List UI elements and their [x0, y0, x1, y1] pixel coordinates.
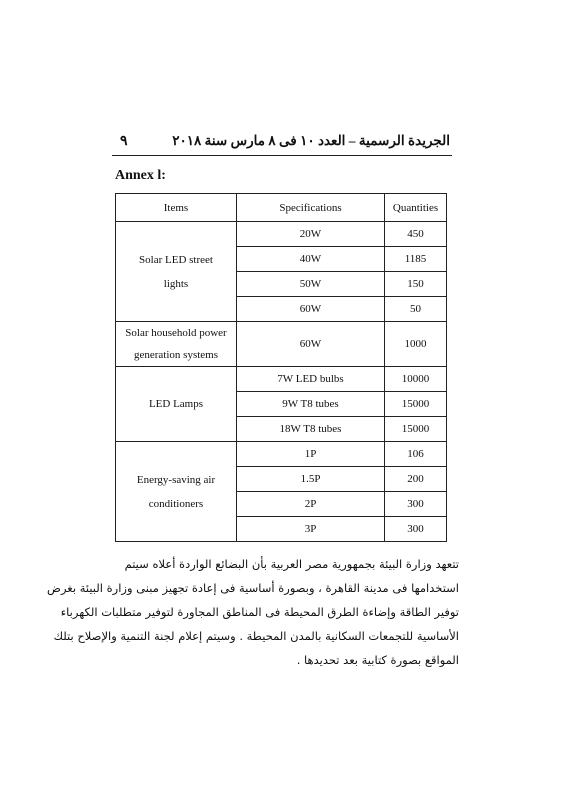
- quantity-cell: 15000: [385, 392, 447, 417]
- quantity-cell: 50: [385, 297, 447, 322]
- quantity-cell: 300: [385, 492, 447, 517]
- spec-cell: 20W: [237, 222, 385, 247]
- item-cell: [116, 442, 237, 542]
- spec-cell: 18W T8 tubes: [237, 417, 385, 442]
- quantity-cell: 1185: [385, 247, 447, 272]
- spec-cell: 1P: [237, 442, 385, 467]
- item-name-line: Energy-saving air: [136, 473, 216, 486]
- body-line: الأساسية للتجمعات السكانية بالمدن المحيطة . وسيتم إعلام لجنة التنمية والإصلاح بتلك: [53, 629, 459, 643]
- item-name-line: Solar household power: [125, 327, 227, 339]
- body-line: استخدامها فى مدينة القاهرة ، وبصورة أساسية فى إعادة تجهيز مبنى وزارة البيئة بغرض: [47, 581, 459, 595]
- quantity-cell: 200: [385, 467, 447, 492]
- specifications-table: [115, 193, 447, 542]
- item-cell: [116, 222, 237, 322]
- spec-cell: 60W: [237, 297, 385, 322]
- spec-cell: 50W: [237, 272, 385, 297]
- item-name-line: conditioners: [148, 497, 204, 510]
- quantity-cell: 106: [385, 442, 447, 467]
- item-name-line: generation systems: [133, 349, 218, 361]
- quantity-cell: 150: [385, 272, 447, 297]
- quantity-cell: 10000: [385, 367, 447, 392]
- table-row: [116, 222, 447, 247]
- header-quantities: Quantities: [385, 194, 447, 222]
- spec-cell: 1.5P: [237, 467, 385, 492]
- table-header-row: [116, 194, 447, 222]
- item-name-line: LED Lamps: [148, 398, 204, 410]
- header-specifications: Specifications: [237, 194, 385, 222]
- table-row: [116, 322, 447, 367]
- quantity-cell: 1000: [385, 322, 447, 367]
- spec-cell: 7W LED bulbs: [237, 367, 385, 392]
- quantity-cell: 15000: [385, 417, 447, 442]
- page-header: [112, 133, 452, 156]
- table-row: [116, 367, 447, 392]
- gazette-header-title: الجريدة الرسمية – العدد ١٠ فى ٨ مارس سنة ٢٠١٨: [172, 133, 450, 148]
- item-name-line: Solar LED street: [139, 253, 213, 266]
- spec-cell: 3P: [237, 517, 385, 542]
- quantity-cell: 450: [385, 222, 447, 247]
- spec-cell: 2P: [237, 492, 385, 517]
- spec-cell: 9W T8 tubes: [237, 392, 385, 417]
- body-line: المواقع بصورة كتابية بعد تحديدها .: [296, 653, 459, 667]
- arabic-body-paragraph: [47, 552, 459, 672]
- annex-title: Annex l:: [115, 168, 166, 183]
- item-cell: [116, 367, 237, 442]
- spec-cell: 40W: [237, 247, 385, 272]
- table-row: [116, 442, 447, 467]
- body-line: تتعهد وزارة البيئة بجمهورية مصر العربية بأن البضائع الواردة أعلاه سيتم: [124, 557, 459, 571]
- spec-cell: 60W: [237, 322, 385, 367]
- item-name-line: lights: [163, 277, 189, 290]
- body-line: توفير الطاقة وإضاءة الطرق المحيطة فى المناطق المجاورة لتوفير متطلبات الكهرباء: [60, 605, 459, 619]
- item-cell: [116, 322, 237, 367]
- quantity-cell: 300: [385, 517, 447, 542]
- page-number: ٩: [120, 134, 128, 149]
- header-items: Items: [116, 194, 237, 222]
